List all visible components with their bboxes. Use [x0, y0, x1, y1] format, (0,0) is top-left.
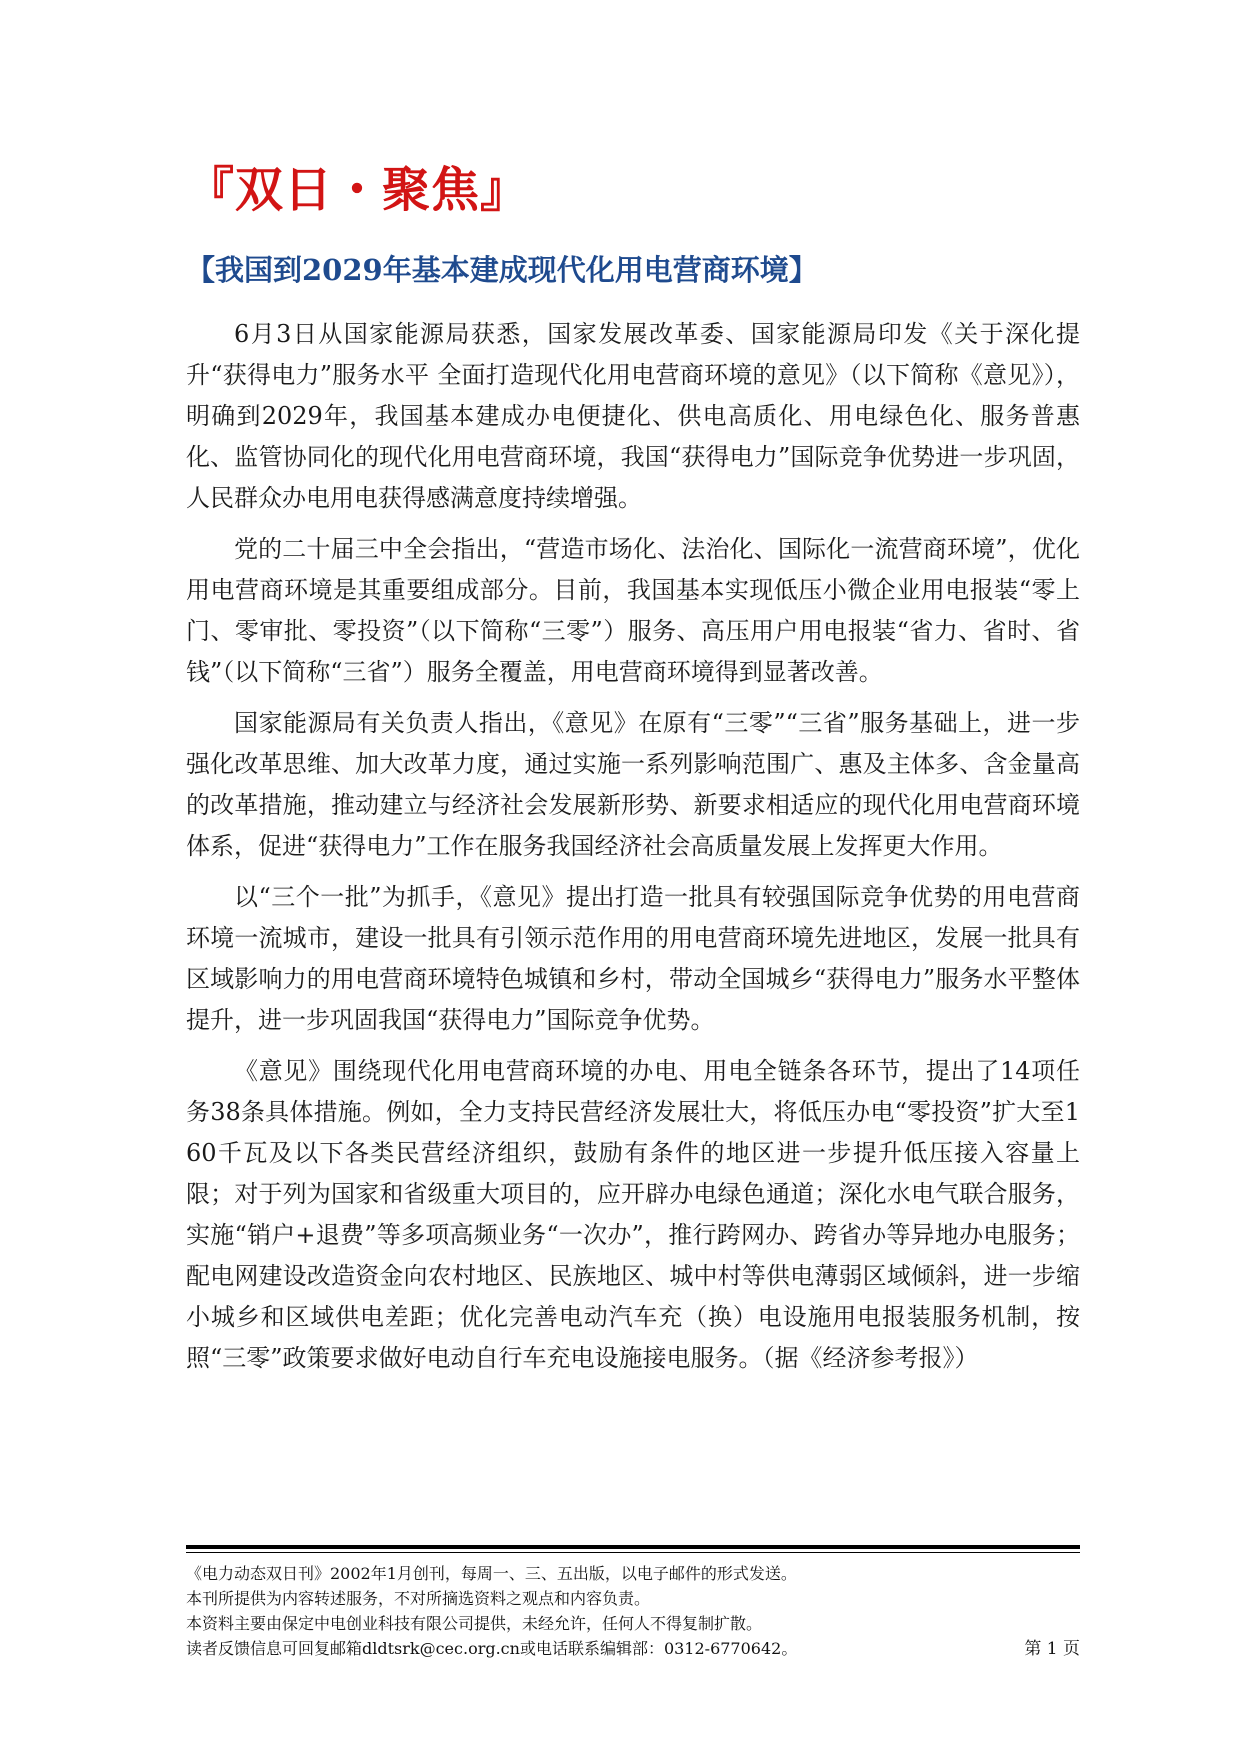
article-paragraph: 党的二十届三中全会指出，“营造市场化、法治化、国际化一流营商环境”，优化用电营商环境是其重要组成部分。目前，我国基本实现低压小微企业用电报装“零上门、零审批、零投资”（以下简称“三零”）服务、高压用户用电报装“省力、省时、省钱”（以下简称“三省”）服务全覆盖，用电营商环境得到显著改善。 [186, 535, 1080, 686]
article-paragraph: 以“三个一批”为抓手，《意见》提出打造一批具有较强国际竞争优势的用电营商环境一流城市，建设一批具有引领示范作用的用电营商环境先进地区，发展一批具有区域影响力的用电营商环境特色城镇和乡村，带动全国城乡“获得电力”服务水平整体提升，进一步巩固我国“获得电力”国际竞争优势。 [186, 883, 1080, 1034]
section-title: 『双日・聚焦』 [186, 162, 530, 218]
article-body [186, 314, 1080, 1389]
article-paragraph: 6月3日从国家能源局获悉，国家发展改革委、国家能源局印发《关于深化提升“获得电力”服务水平 全面打造现代化用电营商环境的意见》（以下简称《意见》），明确到2029年，我国基本建成办电便捷化、供电高质化、用电绿色化、服务普惠化、监管协同化的现代化用电营商环境，我国“获得电力”国际竞争优势进一步巩固，人民群众办电用电获得感满意度持续增强。 [186, 320, 1080, 512]
article-headline: 【我国到2029年基本建成现代化用电营商环境】 [186, 253, 818, 287]
footer-contact-row [186, 1636, 1080, 1662]
footer-publication-note: 《电力动态双日刊》2002年1月创刊，每周一、三、五出版，以电子邮件的形式发送。 [186, 1564, 797, 1583]
footer-notes [186, 1561, 1080, 1662]
article-paragraph: 国家能源局有关负责人指出，《意见》在原有“三零”“三省”服务基础上，进一步强化改革思维、加大改革力度，通过实施一系列影响范围广、惠及主体多、含金量高的改革措施，推动建立与经济社会发展新形势、新要求相适应的现代化用电营商环境体系，促进“获得电力”工作在服务我国经济社会高质量发展上发挥更大作用。 [186, 709, 1080, 860]
page-number: 第 1 页 [1024, 1639, 1080, 1659]
footer-disclaimer: 本刊所提供为内容转述服务，不对所摘选资料之观点和内容负责。 [186, 1589, 651, 1608]
page-footer [186, 1545, 1080, 1662]
footer-divider-thin [186, 1552, 1080, 1553]
footer-divider-thick [186, 1545, 1080, 1549]
footer-copyright: 本资料主要由保定中电创业科技有限公司提供，未经允许，任何人不得复制扩散。 [186, 1614, 763, 1633]
footer-contact: 读者反馈信息可回复邮箱dldtsrk@cec.org.cn或电话联系编辑部：0312-6770642。 [186, 1639, 798, 1658]
article-paragraph: 《意见》围绕现代化用电营商环境的办电、用电全链条各环节，提出了14项任务38条具体措施。例如，全力支持民营经济发展壮大，将低压办电“零投资”扩大至160千瓦及以下各类民营经济组织，鼓励有条件的地区进一步提升低压接入容量上限；对于列为国家和省级重大项目的，应开辟办电绿色通道；深化水电气联合服务，实施“销户+退费”等多项高频业务“一次办”，推行跨网办、跨省办等异地办电服务；配电网建设改造资金向农村地区、民族地区、城中村等供电薄弱区域倾斜，进一步缩小城乡和区域供电差距；优化完善电动汽车充（换）电设施用电报装服务机制，按照“三零”政策要求做好电动自行车充电设施接电服务。（据《经济参考报》） [186, 1057, 1080, 1372]
